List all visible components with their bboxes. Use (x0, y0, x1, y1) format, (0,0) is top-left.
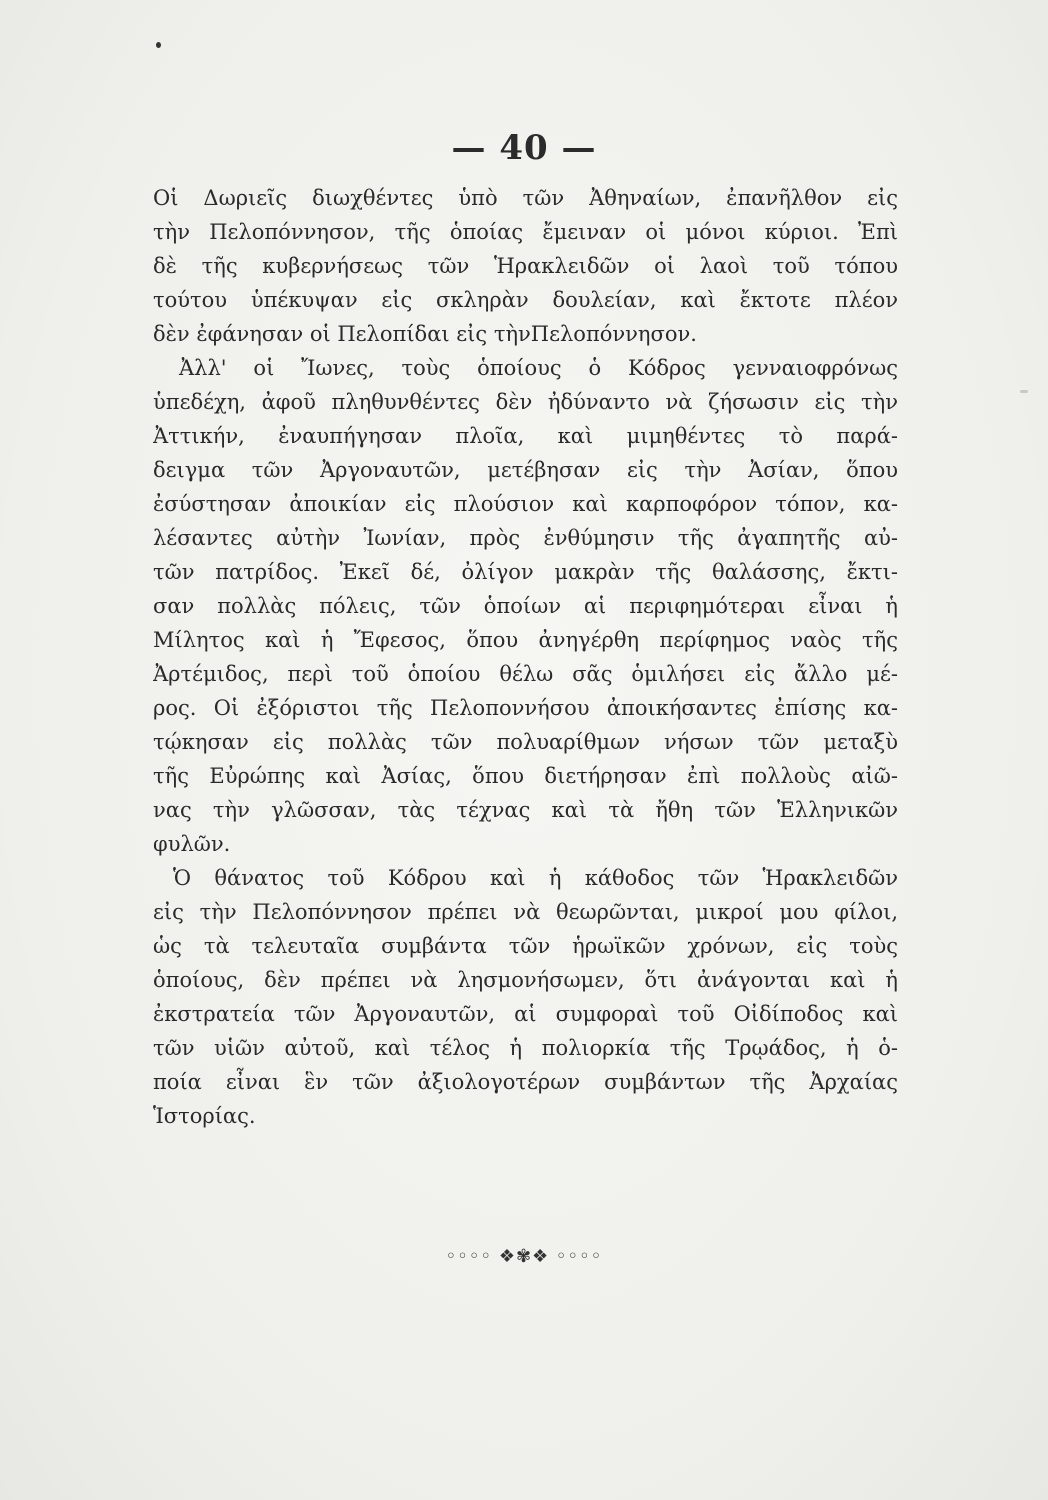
text-line: Μίλητος καὶ ἡ Ἔφεσος, ὅπου ἀνηγέρθη περίφημος ναὸς τῆς (153, 628, 898, 652)
text-line: Ἀλλ' οἱ Ἴωνες, τοὺς ὁποίους ὁ Κόδρος γενναιοφρόνως (179, 356, 898, 380)
paragraph-3 (153, 861, 898, 1133)
text-line: τούτου ὑπέκυψαν εἰς σκληρὰν δουλείαν, καὶ ἔκτοτε πλέον (153, 288, 898, 312)
text-line: τὴν Πελοπόννησον, τῆς ὁποίας ἔμειναν οἱ μόνοι κύριοι. Ἐπὶ (153, 220, 898, 244)
text-line: δὲν ἐφάνησαν οἱ Πελοπίδαι εἰς τὴνΠελοπόννησον. (153, 322, 697, 346)
body-text (153, 181, 898, 1133)
text-line: ὑπεδέχη, ἀφοῦ πληθυνθέντες δὲν ἠδύναντο νὰ ζήσωσιν εἰς τὴν (153, 390, 898, 414)
text-line: Οἱ Δωριεῖς διωχθέντες ὑπὸ τῶν Ἀθηναίων, ἐπανῆλθον εἰς (153, 186, 898, 210)
text-line: τῴκησαν εἰς πολλὰς τῶν πολυαρίθμων νήσων τῶν μεταξὺ (153, 730, 898, 754)
text-line: Ἱστορίας. (153, 1104, 256, 1128)
ink-speck (156, 42, 161, 48)
text-line: σαν πολλὰς πόλεις, τῶν ὁποίων αἱ περιφημότεραι εἶναι ἡ (153, 594, 898, 618)
text-line: Ἀρτέμιδος, περὶ τοῦ ὁποίου θέλω σᾶς ὁμιλήσει εἰς ἄλλο μέ- (153, 662, 898, 686)
decorative-ornament: ◦◦◦◦ ❖✾❖ ◦◦◦◦ (445, 1246, 603, 1267)
text-line: εἰς τὴν Πελοπόννησον πρέπει νὰ θεωρῶνται, μικροί μου φίλοι, (153, 900, 898, 924)
text-line: ἐσύστησαν ἀποικίαν εἰς πλούσιον καὶ καρποφόρον τόπον, κα- (153, 492, 898, 516)
bleed-through-mark (1020, 390, 1028, 393)
text-line: τῶν πατρίδος. Ἐκεῖ δέ, ὀλίγον μακρὰν τῆς θαλάσσης, ἔκτι- (153, 560, 898, 584)
text-line: φυλῶν. (153, 832, 231, 856)
text-line: νας τὴν γλῶσσαν, τὰς τέχνας καὶ τὰ ἤθη τῶν Ἑλληνικῶν (153, 798, 898, 822)
paragraph-1 (153, 181, 898, 351)
text-line: ρος. Οἱ ἐξόριστοι τῆς Πελοποννήσου ἀποικήσαντες ἐπίσης κα- (153, 696, 898, 720)
paragraph-2 (153, 351, 898, 861)
text-line: Ἀττικήν, ἐναυπήγησαν πλοῖα, καὶ μιμηθέντες τὸ παρά- (153, 424, 898, 448)
text-line: τῆς Εὐρώπης καὶ Ἀσίας, ὅπου διετήρησαν ἐπὶ πολλοὺς αἰῶ- (153, 764, 898, 788)
text-line: ὡς τὰ τελευταῖα συμβάντα τῶν ἡρωϊκῶν χρόνων, εἰς τοὺς (153, 934, 898, 958)
text-line: τῶν υἱῶν αὐτοῦ, καὶ τέλος ἡ πολιορκία τῆς Τρῳάδος, ἡ ὁ- (153, 1036, 898, 1060)
text-line: δὲ τῆς κυβερνήσεως τῶν Ἡρακλειδῶν οἱ λαοὶ τοῦ τόπου (153, 254, 898, 278)
text-line: ὁποίους, δὲν πρέπει νὰ λησμονήσωμεν, ὅτι ἀνάγονται καὶ ἡ (153, 968, 898, 992)
text-line: λέσαντες αὐτὴν Ἰωνίαν, πρὸς ἐνθύμησιν τῆς ἀγαπητῆς αὐ- (153, 526, 898, 550)
text-line: δειγμα τῶν Ἀργοναυτῶν, μετέβησαν εἰς τὴν Ἀσίαν, ὅπου (153, 458, 898, 482)
page-number: — 40 — (451, 128, 597, 168)
text-line: ἐκστρατεία τῶν Ἀργοναυτῶν, αἱ συμφοραὶ τοῦ Οἰδίποδος καὶ (153, 1002, 898, 1026)
text-line: ποία εἶναι ἓν τῶν ἀξιολογοτέρων συμβάντων τῆς Ἀρχαίας (153, 1070, 898, 1094)
text-line: Ὁ θάνατος τοῦ Κόδρου καὶ ἡ κάθοδος τῶν Ἡρακλειδῶν (173, 866, 898, 890)
